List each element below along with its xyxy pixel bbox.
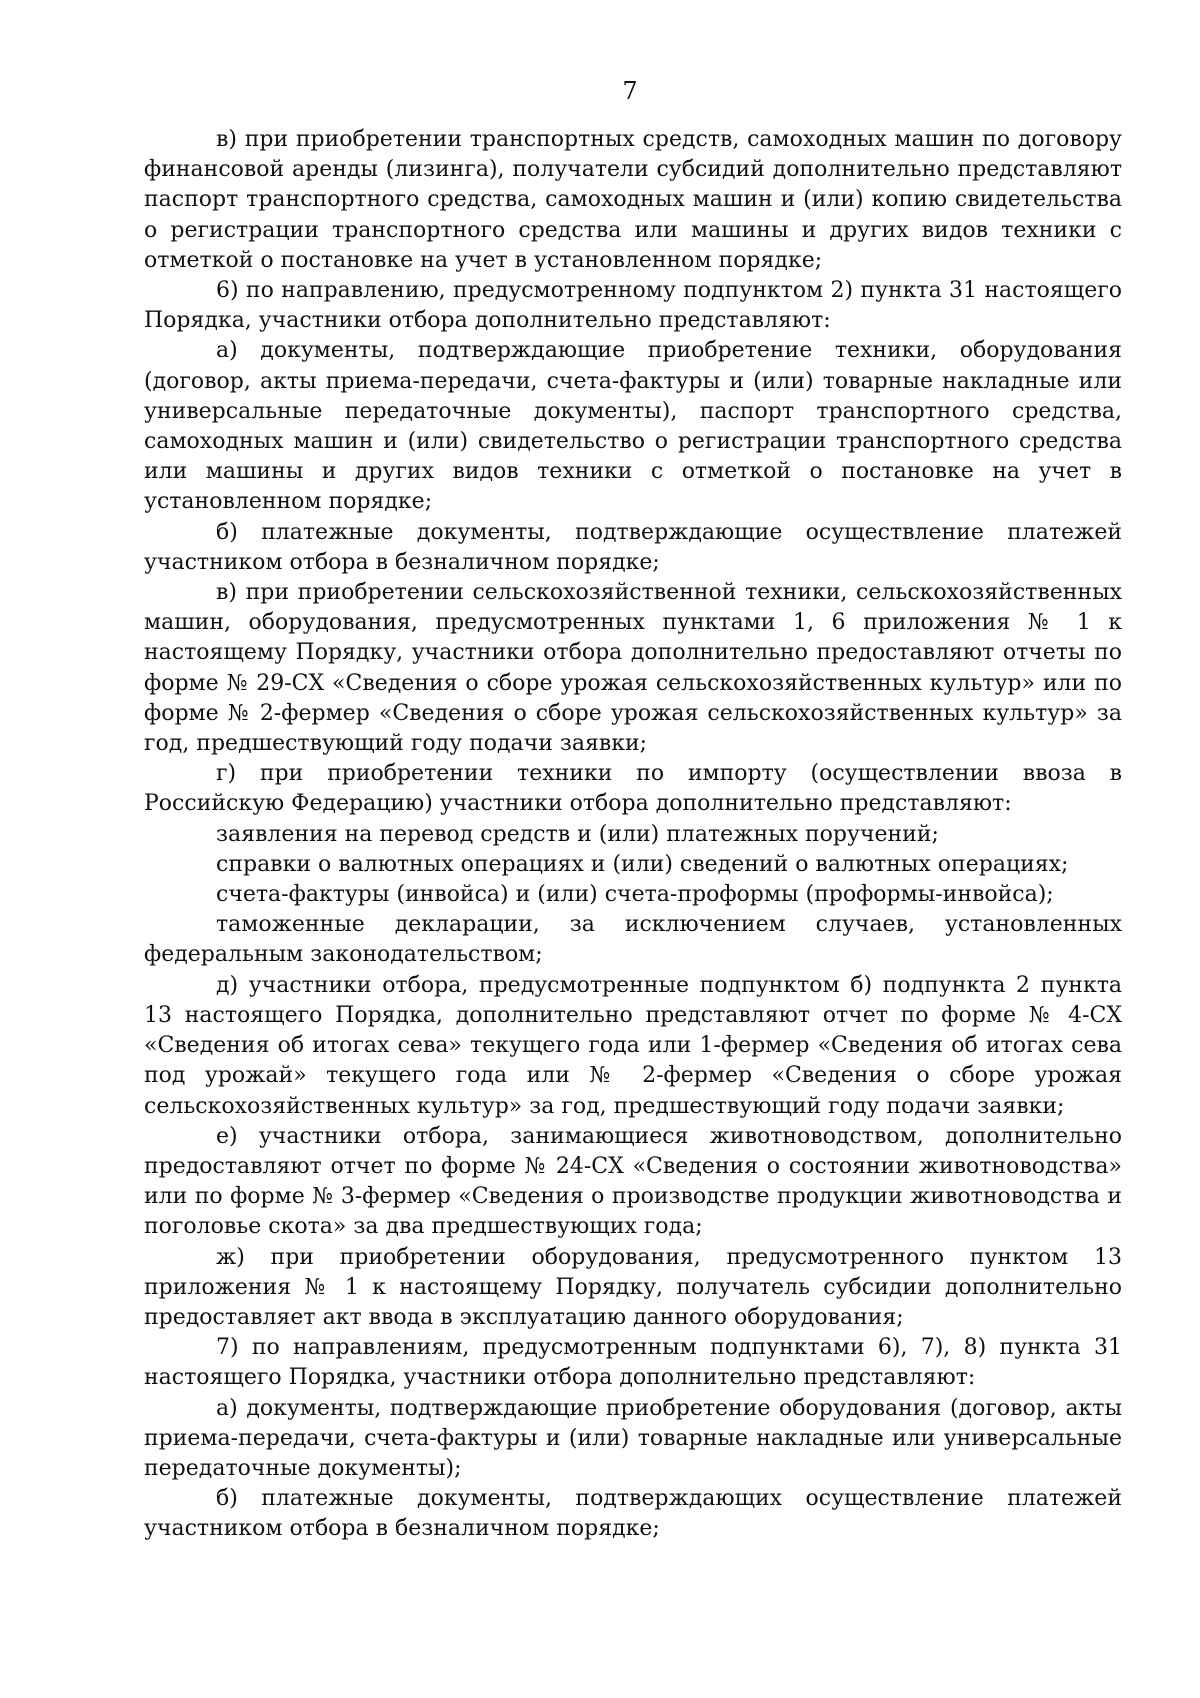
paragraph: б) платежные документы, подтверждающих осуществление платежей участником отбора в безналичном порядке; — [144, 1486, 1122, 1542]
paragraph: 6) по направлению, предусмотренному подпунктом 2) пункта 31 настоящего Порядка, участники отбора дополнительно представляют: — [144, 278, 1122, 334]
paragraph: таможенные декларации, за исключением случаев, установленных федеральным законодательством; — [144, 912, 1122, 968]
paragraph: г) при приобретении техники по импорту (осуществлении ввоза в Российскую Федерацию) участники отбора дополнительно представляют: — [144, 761, 1122, 817]
paragraph: в) при приобретении сельскохозяйственной техники, сельскохозяйственных машин, оборудования, предусмотренных пунктами 1, 6 приложения № 1 к настоящему Порядку, участники отбора дополнительно предоставляют отчеты по форме № 29-СХ «Сведения о сборе урожая сельскохозяйственных культур» или по форме № 2-фермер «Сведения о сборе урожая сельскохозяйственных культур» за год, предшествующий году подачи заявки; — [144, 580, 1122, 757]
paragraph: ж) при приобретении оборудования, предусмотренного пунктом 13 приложения № 1 к настоящему Порядку, получатель субсидии дополнительно предоставляет акт ввода в эксплуатацию данного оборудования; — [144, 1244, 1122, 1330]
paragraph: справки о валютных операциях и (или) сведений о валютных операциях; — [216, 851, 1069, 877]
paragraph: заявления на перевод средств и (или) платежных поручений; — [216, 821, 939, 847]
paragraph: д) участники отбора, предусмотренные подпунктом б) подпункта 2 пункта 13 настоящего Порядка, дополнительно представляют отчет по форме № 4-СХ «Сведения об итогах сева» текущего года или 1-фермер «Сведения об итогах сева под урожай» текущего года или № 2-фермер «Сведения о сборе урожая сельскохозяйственных культур» за год, предшествующий году подачи заявки; — [144, 972, 1122, 1119]
paragraph: в) при приобретении транспортных средств, самоходных машин по договору финансовой аренды (лизинга), получатели субсидий дополнительно представляют паспорт транспортного средства, самоходных машин и (или) копию свидетельства о регистрации транспортного средства или машины и других видов техники с отметкой о постановке на учет в установленном порядке; — [144, 127, 1122, 273]
page-number: 7 — [622, 77, 638, 105]
paragraph: а) документы, подтверждающие приобретение оборудования (договор, акты приема-передачи, счета-фактуры и (или) товарные накладные или универсальные передаточные документы); — [144, 1395, 1122, 1481]
paragraph: счета-фактуры (инвойса) и (или) счета-проформы (проформы-инвойса); — [216, 882, 1054, 908]
paragraph: а) документы, подтверждающие приобретение техники, оборудования (договор, акты приема-передачи, счета-фактуры и (или) товарные накладные или универсальные передаточные документы), паспорт транспортного средства, самоходных машин и (или) свидетельство о регистрации транспортного средства или машины и других видов техники с отметкой о постановке на учет в установленном порядке; — [144, 338, 1122, 515]
document-body — [144, 125, 1122, 1545]
paragraph: б) платежные документы, подтверждающие осуществление платежей участником отбора в безналичном порядке; — [144, 519, 1122, 575]
paragraph: е) участники отбора, занимающиеся животноводством, дополнительно предоставляют отчет по форме № 24-СХ «Сведения о состоянии животноводства» или по форме № 3-фермер «Сведения о производстве продукции животноводства и поголовье скота» за два предшествующих года; — [144, 1123, 1122, 1240]
paragraph: 7) по направлениям, предусмотренным подпунктами 6), 7), 8) пункта 31 настоящего Порядка, участники отбора дополнительно представляют: — [144, 1335, 1122, 1391]
